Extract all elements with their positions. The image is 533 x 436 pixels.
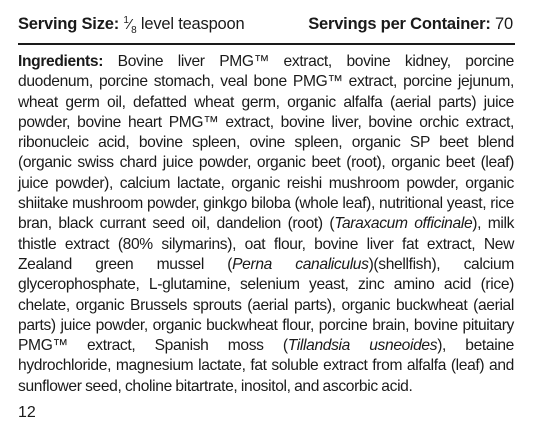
ingredients-italic-taraxacum: Taraxacum officinale bbox=[334, 215, 473, 233]
ingredients-text-1: Bovine liver PMG™ extract, bovine kidney, porcine duodenum, porcine stomach, veal bone PMG™ extract, porcine jejunum, wheat germ oil, defatted wheat germ, organic alfalfa (aerial parts) juice powder, bovine heart PMG™ extract, bovine liver, bovine orchic extract, ribonucleic acid, bovine spleen, ovine spleen, organic SP beet blend (organic swiss chard juice powder, organic beet (root), organic beet (leaf) juice powder), calcium lactate, organic reishi mushroom powder, organic shiitake mushroom powder, ginkgo biloba (whole leaf), nutritional yeast, rice bran, black currant seed oil, dandelion (root) ( bbox=[18, 53, 514, 233]
servings-per-container-value: 70 bbox=[495, 15, 513, 33]
ingredients-italic-tillandsia: Tillandsia usneoides bbox=[287, 337, 438, 355]
ingredients-text-3: )(shellfish), calcium glycerophosphate, L-glutamine, selenium yeast, zinc amino acid (rice) chelate, organic Brussels sprouts (aerial parts), organic buckwheat (aerial parts) juice powder, organic buckwheat flour, porcine brain, bovine pituitary PMG™ extract, Spanish moss ( bbox=[18, 255, 514, 355]
ingredients-paragraph bbox=[18, 52, 514, 397]
servings-per-container bbox=[308, 15, 513, 34]
serving-info-row bbox=[18, 15, 513, 39]
serving-size bbox=[18, 15, 245, 36]
serving-size-fraction: $^1⁄_8$ bbox=[123, 15, 137, 36]
ingredients-label: Ingredients: bbox=[18, 53, 104, 70]
ingredients-italic-perna: Perna canaliculus bbox=[232, 255, 369, 273]
serving-size-label: Serving Size: bbox=[18, 15, 120, 33]
servings-per-container-label: Servings per Container: bbox=[308, 15, 491, 33]
ingredients-text-2: ), milk thistle extract (80% silymarins), oat flour, bovine liver fat extract, New Zealand green mussel ( bbox=[18, 215, 515, 273]
serving-size-text: level teaspoon bbox=[140, 15, 245, 33]
ingredients-text-4: ), betaine hydrochloride, magnesium lactate, fat soluble extract from alfalfa (leaf) and sunflower seed, choline bitartrate, inositol, and ascorbic acid. bbox=[18, 337, 514, 395]
page-number: 12 bbox=[18, 404, 36, 421]
divider-rule bbox=[18, 43, 515, 45]
